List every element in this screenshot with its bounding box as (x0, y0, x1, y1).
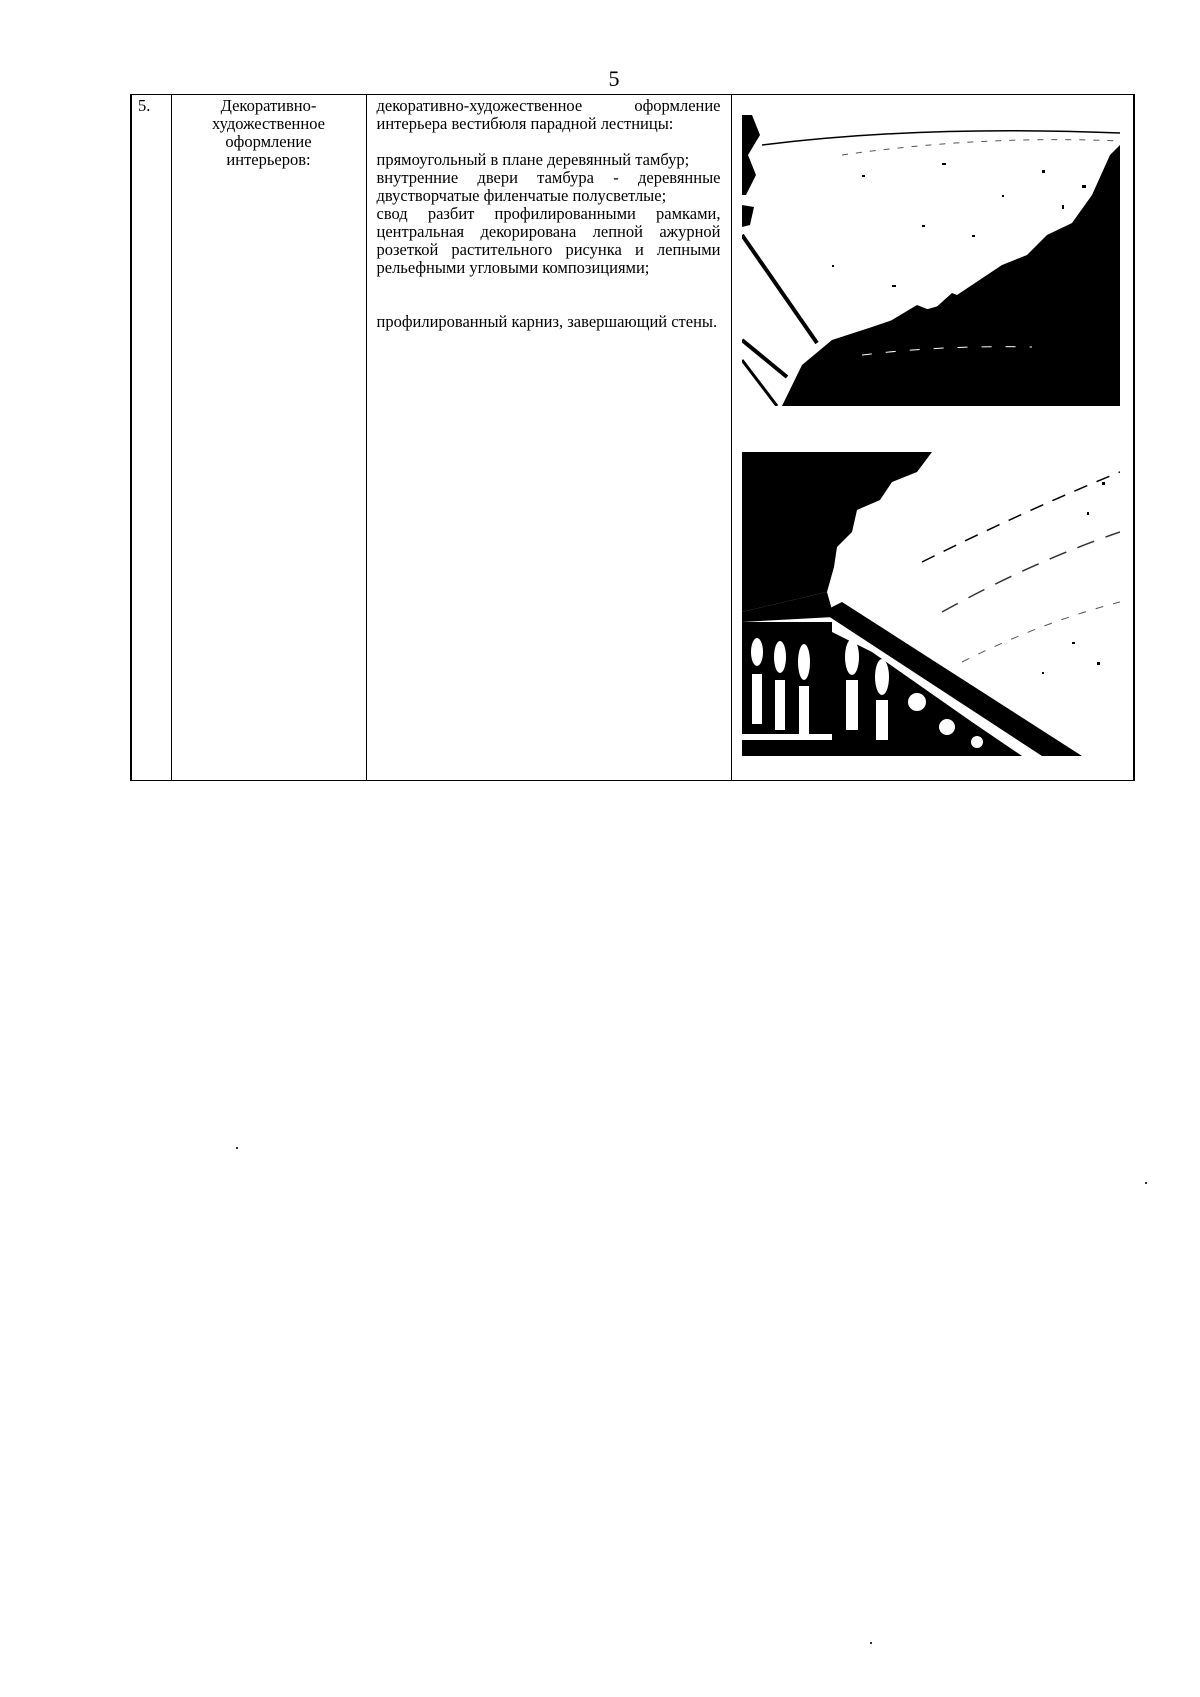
row-name-cell (171, 95, 366, 781)
row-name-line: художественное (212, 114, 325, 133)
page-number: 5 (608, 66, 620, 91)
row-name-line: Декоративно- (220, 96, 317, 115)
row-name-line: интерьеров: (226, 150, 311, 169)
vault-ceiling-photo (742, 115, 1120, 406)
row-number: 5. (131, 95, 171, 781)
row-name-line: оформление (225, 132, 312, 151)
description-last: профилированный карниз, завершающий стены. (376, 312, 718, 331)
description-item: прямоугольный в плане деревянный тамбур; (376, 150, 690, 169)
description-item: свод разбит профилированными рамками, центральная декорирована лепной ажурной розеткой растительного рисунка и лепными рельефными угловыми композициями; (376, 204, 721, 277)
row-description-cell (366, 95, 731, 781)
staircase-balustrade-photo (742, 452, 1120, 756)
description-item: внутренние двери тамбура - деревянные двустворчатые филенчатые полусветлые; (376, 168, 721, 205)
description-intro: декоративно-художественное оформление интерьера вестибюля парадной лестницы: (376, 96, 721, 133)
